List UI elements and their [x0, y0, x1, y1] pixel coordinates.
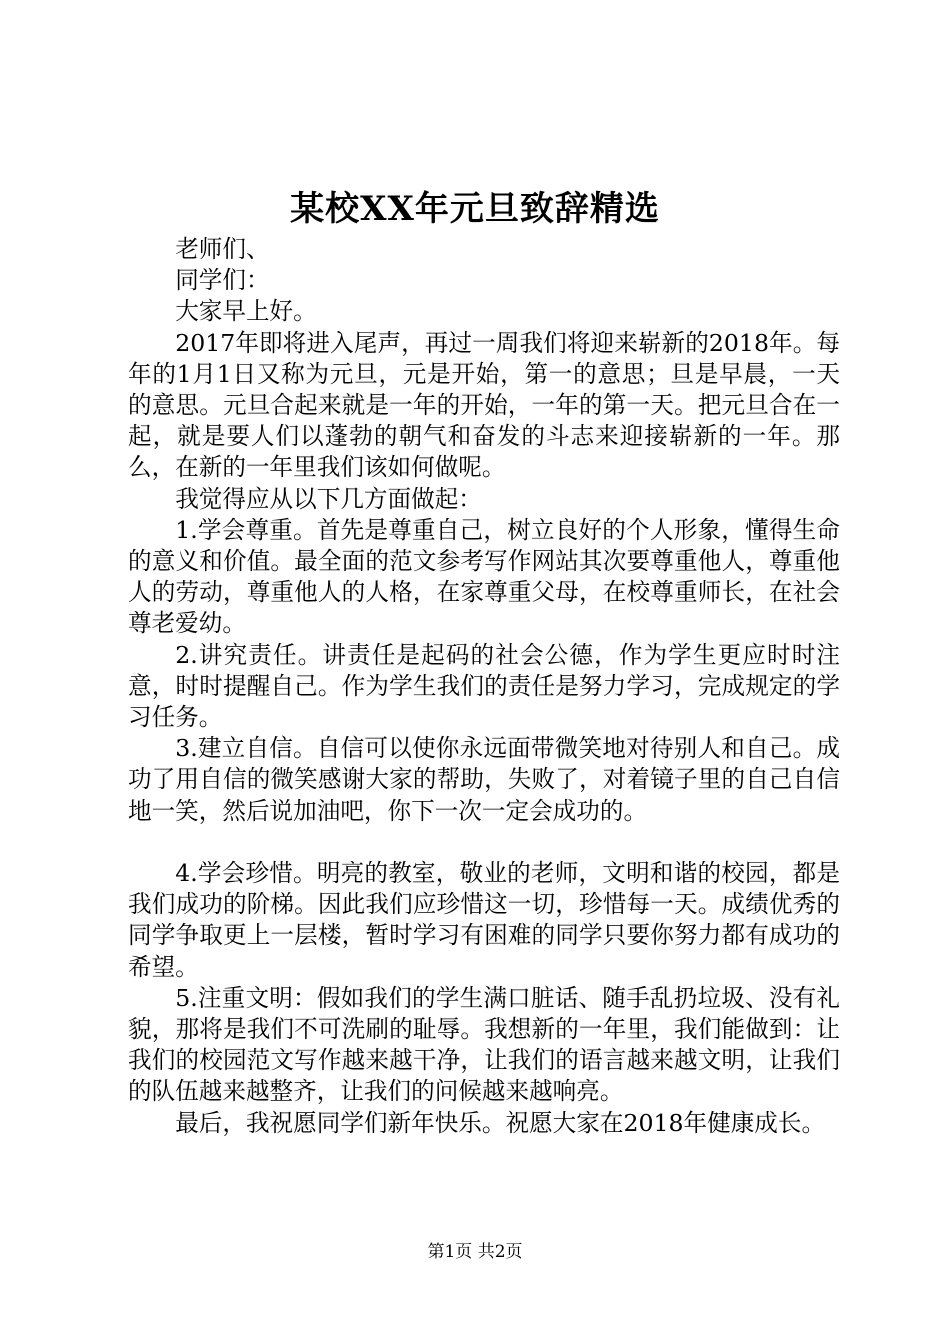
paragraph-point-4: 4.学会珍惜。明亮的教室，敬业的老师，文明和谐的校园，都是我们成功的阶梯。因此我们应珍惜这一切，珍惜每一天。成绩优秀的同学争取更上一层楼，暂时学习有困难的同学只要你努力都有成功的希望。	[128, 859, 840, 981]
greeting-morning: 大家早上好。	[175, 297, 317, 326]
page-number-footer: 第1页 共2页	[427, 1242, 523, 1262]
paragraph-intro: 2017年即将进入尾声，再过一周我们将迎来崭新的2018年。每年的1月1日又称为元旦，元是开始，第一的意思；旦是早晨，一天的意思。元旦合起来就是一年的开始，一年的第一天。把元旦合在一起，就是要人们以蓬勃的朝气和奋发的斗志来迎接崭新的一年。那么，在新的一年里我们该如何做呢。	[128, 328, 840, 482]
paragraph-point-5: 5.注重文明：假如我们的学生满口脏话、随手乱扔垃圾、没有礼貌，那将是我们不可洗刷的耻辱。我想新的一年里，我们能做到：让我们的校园范文写作越来越干净，让我们的语言越来越文明，让我们的队伍越来越整齐，让我们的问候越来越响亮。	[128, 983, 840, 1106]
paragraph-point-2: 2.讲究责任。讲责任是起码的社会公德，作为学生更应时时注意，时时提醒自己。作为学生我们的责任是努力学习，完成规定的学习任务。	[128, 640, 840, 732]
paragraph-point-3: 3.建立自信。自信可以使你永远面带微笑地对待别人和自己。成功了用自信的微笑感谢大家的帮助，失败了，对着镜子里的自己自信地一笑，然后说加油吧，你下一次一定会成功的。	[128, 734, 840, 825]
document-title: 某校XX年元旦致辞精选	[290, 189, 660, 229]
paragraph-closing: 最后，我祝愿同学们新年快乐。祝愿大家在2018年健康成长。	[175, 1108, 826, 1137]
paragraph-aspects: 我觉得应从以下几方面做起：	[175, 484, 482, 513]
paragraph-point-1: 1.学会尊重。首先是尊重自己，树立良好的个人形象，懂得生命的意义和价值。最全面的范文参考写作网站其次要尊重他人，尊重他人的劳动，尊重他人的人格，在家尊重父母，在校尊重师长，在社会尊老爱幼。	[128, 515, 840, 638]
greeting-teachers: 老师们、	[175, 235, 270, 263]
greeting-students: 同学们：	[175, 266, 270, 295]
document-body	[128, 234, 840, 1139]
